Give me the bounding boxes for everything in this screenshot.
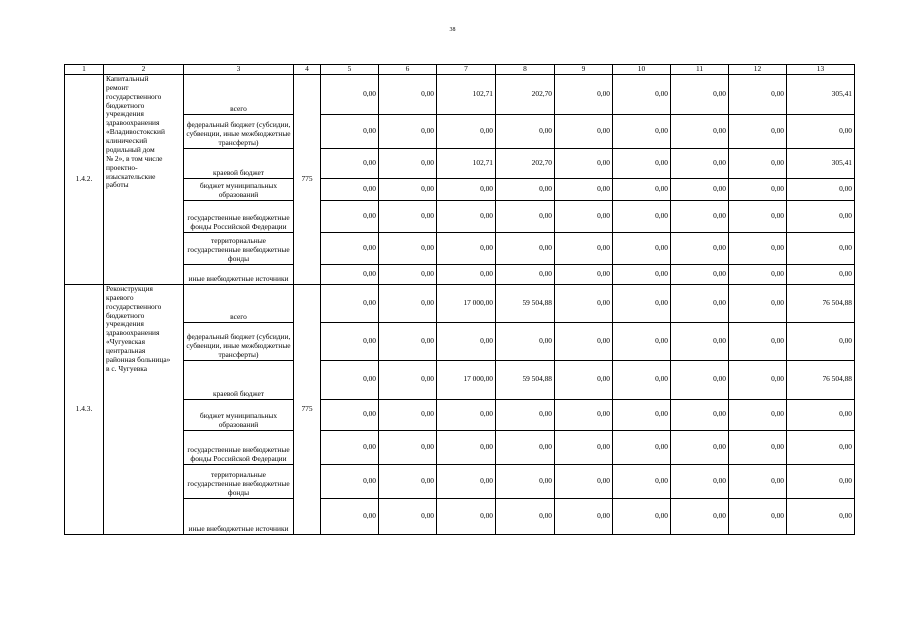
amount-cell: 0,00 [555, 200, 613, 232]
column-number: 3 [184, 65, 294, 75]
amount-cell: 0,00 [555, 178, 613, 200]
amount-cell: 0,00 [379, 360, 437, 399]
amount-cell: 0,00 [671, 360, 729, 399]
column-number-row [65, 65, 855, 75]
amount-cell: 0,00 [729, 114, 787, 148]
amount-cell: 0,00 [496, 264, 555, 284]
amount-cell: 202,70 [496, 148, 555, 178]
amount-cell: 0,00 [729, 430, 787, 464]
amount-cell: 0,00 [321, 74, 379, 114]
amount-cell: 0,00 [613, 464, 671, 498]
table-row [65, 360, 855, 399]
amount-cell: 0,00 [729, 498, 787, 534]
amount-cell: 0,00 [787, 264, 855, 284]
budget-code: 775 [294, 284, 321, 534]
amount-cell: 0,00 [671, 148, 729, 178]
amount-cell: 0,00 [729, 178, 787, 200]
amount-cell: 0,00 [321, 360, 379, 399]
column-number: 2 [104, 65, 184, 75]
amount-cell: 59 504,88 [496, 284, 555, 322]
amount-cell: 0,00 [613, 232, 671, 264]
amount-cell: 0,00 [555, 322, 613, 360]
amount-cell: 0,00 [729, 200, 787, 232]
amount-cell: 0,00 [555, 232, 613, 264]
amount-cell: 0,00 [613, 498, 671, 534]
table-body [65, 74, 855, 534]
amount-cell: 0,00 [671, 498, 729, 534]
amount-cell: 0,00 [555, 498, 613, 534]
amount-cell: 0,00 [671, 399, 729, 430]
amount-cell: 0,00 [321, 114, 379, 148]
item-name: Реконструкция краевого государственного бюджетного учреждения здравоохранения «Чугуевская центральная районная больница» в с. Чугуевка [104, 284, 184, 534]
column-number: 12 [729, 65, 787, 75]
amount-cell: 0,00 [613, 114, 671, 148]
amount-cell: 0,00 [613, 399, 671, 430]
funding-source: государственные внебюджетные фонды Российской Федерации [184, 200, 294, 232]
amount-cell: 102,71 [437, 74, 496, 114]
amount-cell: 0,00 [555, 148, 613, 178]
amount-cell: 0,00 [379, 232, 437, 264]
funding-source: территориальные государственные внебюджетные фонды [184, 232, 294, 264]
funding-source: краевой бюджет [184, 148, 294, 178]
amount-cell: 0,00 [671, 430, 729, 464]
amount-cell: 0,00 [379, 284, 437, 322]
funding-source: территориальные государственные внебюджетные фонды [184, 464, 294, 498]
table-row [65, 284, 855, 322]
amount-cell: 0,00 [787, 322, 855, 360]
amount-cell: 0,00 [496, 464, 555, 498]
amount-cell: 0,00 [613, 178, 671, 200]
amount-cell: 0,00 [671, 178, 729, 200]
amount-cell: 305,41 [787, 74, 855, 114]
amount-cell: 0,00 [379, 498, 437, 534]
amount-cell: 0,00 [496, 200, 555, 232]
funding-source: федеральный бюджет (субсидии, субвенции, иные межбюджетные трансферты) [184, 114, 294, 148]
amount-cell: 0,00 [729, 360, 787, 399]
amount-cell: 0,00 [496, 498, 555, 534]
amount-cell: 0,00 [496, 178, 555, 200]
amount-cell: 0,00 [613, 360, 671, 399]
amount-cell: 0,00 [555, 114, 613, 148]
amount-cell: 0,00 [787, 464, 855, 498]
amount-cell: 0,00 [437, 322, 496, 360]
amount-cell: 0,00 [379, 264, 437, 284]
amount-cell: 305,41 [787, 148, 855, 178]
funding-source: государственные внебюджетные фонды Российской Федерации [184, 430, 294, 464]
amount-cell: 0,00 [729, 148, 787, 178]
amount-cell: 17 000,00 [437, 284, 496, 322]
amount-cell: 0,00 [321, 232, 379, 264]
funding-source: краевой бюджет [184, 360, 294, 399]
item-number: 1.4.3. [65, 284, 104, 534]
amount-cell: 0,00 [379, 74, 437, 114]
amount-cell: 0,00 [379, 178, 437, 200]
table-row [65, 178, 855, 200]
amount-cell: 0,00 [437, 399, 496, 430]
amount-cell: 0,00 [437, 114, 496, 148]
amount-cell: 0,00 [671, 464, 729, 498]
amount-cell: 0,00 [729, 264, 787, 284]
budget-code: 775 [294, 74, 321, 284]
column-number: 11 [671, 65, 729, 75]
table-row [65, 430, 855, 464]
amount-cell: 0,00 [496, 322, 555, 360]
amount-cell: 0,00 [321, 264, 379, 284]
funding-source: федеральный бюджет (субсидии, субвенции, иные межбюджетные трансферты) [184, 322, 294, 360]
amount-cell: 0,00 [321, 284, 379, 322]
amount-cell: 0,00 [437, 200, 496, 232]
amount-cell: 0,00 [555, 360, 613, 399]
amount-cell: 202,70 [496, 74, 555, 114]
column-number: 5 [321, 65, 379, 75]
amount-cell: 0,00 [321, 148, 379, 178]
funding-source: бюджет муниципальных образований [184, 399, 294, 430]
amount-cell: 0,00 [729, 322, 787, 360]
amount-cell: 0,00 [671, 284, 729, 322]
amount-cell: 0,00 [787, 399, 855, 430]
amount-cell: 0,00 [671, 232, 729, 264]
amount-cell: 0,00 [321, 464, 379, 498]
amount-cell: 0,00 [613, 200, 671, 232]
funding-source: иные внебюджетные источники [184, 498, 294, 534]
amount-cell: 0,00 [787, 200, 855, 232]
table-row [65, 200, 855, 232]
amount-cell: 0,00 [613, 430, 671, 464]
column-number: 1 [65, 65, 104, 75]
amount-cell: 0,00 [555, 264, 613, 284]
funding-source: иные внебюджетные источники [184, 264, 294, 284]
amount-cell: 0,00 [379, 200, 437, 232]
amount-cell: 0,00 [321, 399, 379, 430]
amount-cell: 0,00 [555, 464, 613, 498]
amount-cell: 0,00 [437, 264, 496, 284]
amount-cell: 0,00 [613, 264, 671, 284]
amount-cell: 0,00 [321, 200, 379, 232]
table-row [65, 264, 855, 284]
table-row [65, 232, 855, 264]
column-number: 6 [379, 65, 437, 75]
amount-cell: 0,00 [729, 74, 787, 114]
funding-source: бюджет муниципальных образований [184, 178, 294, 200]
column-number: 13 [787, 65, 855, 75]
funding-source: всего [184, 74, 294, 114]
amount-cell: 0,00 [321, 498, 379, 534]
amount-cell: 0,00 [613, 148, 671, 178]
amount-cell: 0,00 [555, 399, 613, 430]
amount-cell: 0,00 [555, 284, 613, 322]
amount-cell: 0,00 [437, 464, 496, 498]
amount-cell: 0,00 [379, 430, 437, 464]
amount-cell: 0,00 [379, 148, 437, 178]
amount-cell: 59 504,88 [496, 360, 555, 399]
amount-cell: 0,00 [613, 284, 671, 322]
amount-cell: 0,00 [437, 232, 496, 264]
table-row [65, 322, 855, 360]
amount-cell: 0,00 [671, 114, 729, 148]
amount-cell: 0,00 [496, 232, 555, 264]
item-number: 1.4.2. [65, 74, 104, 284]
amount-cell: 0,00 [496, 430, 555, 464]
amount-cell: 0,00 [787, 430, 855, 464]
amount-cell: 102,71 [437, 148, 496, 178]
column-number: 4 [294, 65, 321, 75]
amount-cell: 76 504,88 [787, 284, 855, 322]
amount-cell: 0,00 [671, 200, 729, 232]
amount-cell: 0,00 [496, 399, 555, 430]
amount-cell: 0,00 [379, 114, 437, 148]
funding-source: всего [184, 284, 294, 322]
amount-cell: 0,00 [613, 74, 671, 114]
amount-cell: 0,00 [437, 430, 496, 464]
amount-cell: 0,00 [729, 232, 787, 264]
amount-cell: 0,00 [496, 114, 555, 148]
amount-cell: 0,00 [787, 114, 855, 148]
table-row [65, 74, 855, 114]
column-number: 10 [613, 65, 671, 75]
column-number: 8 [496, 65, 555, 75]
amount-cell: 0,00 [729, 399, 787, 430]
table-row [65, 464, 855, 498]
amount-cell: 0,00 [787, 498, 855, 534]
amount-cell: 0,00 [671, 322, 729, 360]
budget-table [64, 64, 855, 535]
amount-cell: 0,00 [555, 430, 613, 464]
amount-cell: 0,00 [437, 498, 496, 534]
amount-cell: 0,00 [671, 264, 729, 284]
amount-cell: 0,00 [437, 178, 496, 200]
amount-cell: 0,00 [379, 322, 437, 360]
amount-cell: 0,00 [321, 430, 379, 464]
amount-cell: 17 000,00 [437, 360, 496, 399]
amount-cell: 0,00 [321, 322, 379, 360]
table-row [65, 399, 855, 430]
amount-cell: 0,00 [787, 232, 855, 264]
table-row [65, 114, 855, 148]
amount-cell: 0,00 [379, 399, 437, 430]
column-number: 7 [437, 65, 496, 75]
table-row [65, 498, 855, 534]
amount-cell: 0,00 [671, 74, 729, 114]
amount-cell: 0,00 [729, 464, 787, 498]
amount-cell: 0,00 [379, 464, 437, 498]
amount-cell: 0,00 [613, 322, 671, 360]
amount-cell: 76 504,88 [787, 360, 855, 399]
page-number: 38 [449, 27, 456, 33]
amount-cell: 0,00 [321, 178, 379, 200]
item-name: Капитальный ремонт государственного бюджетного учреждения здравоохранения «Владивостокский клинический родильный дом № 2», в том числе проектно- изыскательские работы [104, 74, 184, 284]
amount-cell: 0,00 [729, 284, 787, 322]
table-row [65, 148, 855, 178]
column-number: 9 [555, 65, 613, 75]
amount-cell: 0,00 [555, 74, 613, 114]
amount-cell: 0,00 [787, 178, 855, 200]
